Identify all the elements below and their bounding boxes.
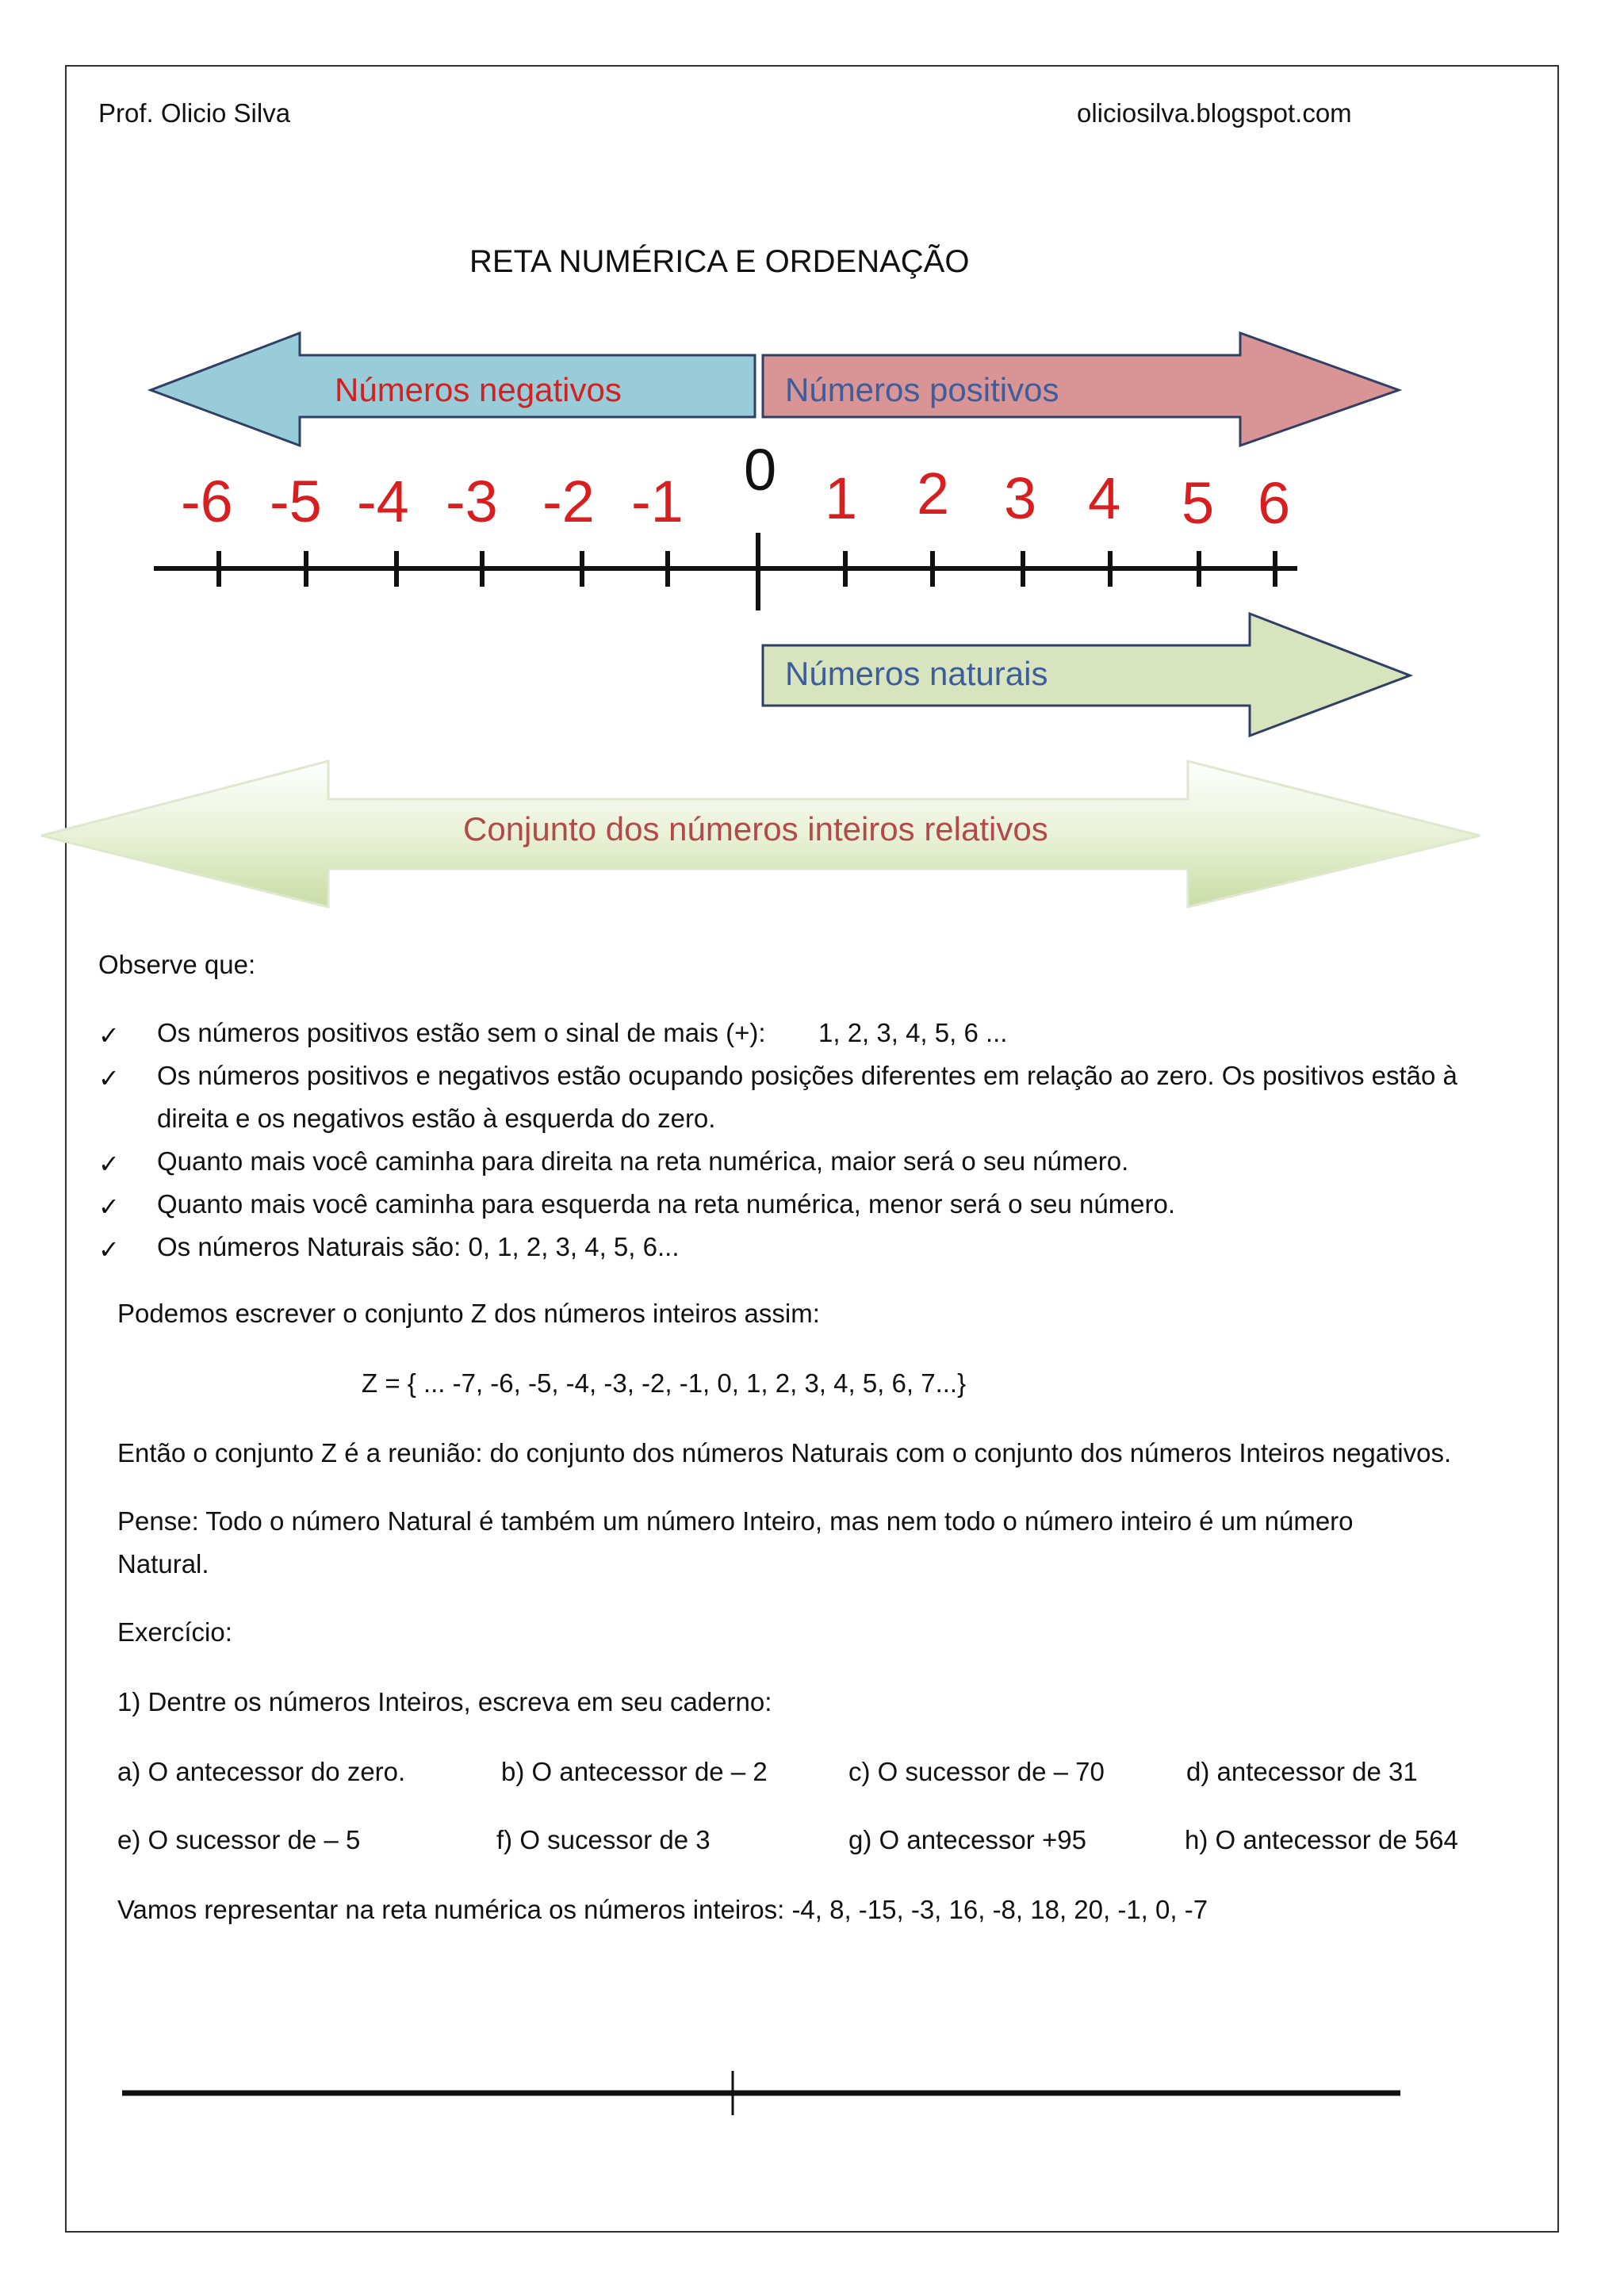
page-title: RETA NUMÉRICA E ORDENAÇÃO — [469, 244, 970, 279]
exercise-item-a: a) O antecessor do zero. — [117, 1757, 406, 1786]
number-label: -4 — [357, 469, 409, 534]
number-label: 5 — [1182, 470, 1215, 536]
exercise-question-1: 1) Dentre os números Inteiros, escreva em seu caderno: — [117, 1687, 772, 1716]
observe-item-2-continuation: direita e os negativos estão à esquerda do zero. — [157, 1104, 716, 1133]
check-icon: ✓ — [98, 1149, 120, 1179]
exercise-item-g: g) O antecessor +95 — [848, 1825, 1086, 1854]
exercise-item-h: h) O antecessor de 564 — [1185, 1825, 1458, 1854]
number-line-ticks — [219, 533, 1275, 610]
number-label-zero: 0 — [744, 437, 777, 503]
think-line-2: Natural. — [117, 1549, 209, 1578]
check-icon: ✓ — [98, 1020, 120, 1050]
check-icon: ✓ — [98, 1063, 120, 1093]
exercise-item-c: c) O sucessor de – 70 — [848, 1757, 1105, 1786]
header-site: oliciosilva.blogspot.com — [1077, 98, 1352, 128]
number-line-diagram — [0, 0, 1624, 936]
check-icon: ✓ — [98, 1192, 120, 1222]
observe-item-3: Quanto mais você caminha para direita na reta numérica, maior será o seu número. — [157, 1146, 1129, 1176]
observe-item-1: Os números positivos estão sem o sinal de mais (+): — [157, 1018, 766, 1047]
set-intro: Podemos escrever o conjunto Z dos números inteiros assim: — [117, 1299, 820, 1328]
number-label: 2 — [917, 461, 950, 526]
set-z-definition: Z = { ... -7, -6, -5, -4, -3, -2, -1, 0, 1, 2, 3, 4, 5, 6, 7...} — [362, 1368, 967, 1398]
observe-item-2: Os números positivos e negativos estão ocupando posições diferentes em relação ao zero. Os positivos estão à — [157, 1061, 1457, 1090]
number-label: 6 — [1258, 470, 1291, 536]
check-icon: ✓ — [98, 1234, 120, 1265]
integers-set-label: Conjunto dos números inteiros relativos — [463, 810, 1048, 848]
number-label: -5 — [270, 469, 322, 534]
exercise-represent: Vamos representar na reta numérica os números inteiros: -4, 8, -15, -3, 16, -8, 18, 20, -1, 0, -7 — [117, 1895, 1208, 1924]
number-label: 4 — [1088, 465, 1121, 531]
exercise-item-f: f) O sucessor de 3 — [496, 1825, 710, 1854]
exercise-item-e: e) O sucessor de – 5 — [117, 1825, 361, 1854]
think-line-1: Pense: Todo o número Natural é também um número Inteiro, mas nem todo o número inteiro é um número — [117, 1506, 1354, 1536]
exercise-item-d: d) antecessor de 31 — [1186, 1757, 1418, 1786]
number-label: -2 — [542, 469, 595, 534]
natural-numbers-label: Números naturais — [785, 655, 1048, 692]
number-label: -1 — [631, 469, 684, 534]
negative-numbers-label: Números negativos — [335, 371, 622, 408]
blank-number-line — [0, 2061, 1624, 2141]
header-author: Prof. Olicio Silva — [98, 98, 291, 128]
exercise-item-b: b) O antecessor de – 2 — [501, 1757, 768, 1786]
union-text: Então o conjunto Z é a reunião: do conjunto dos números Naturais com o conjunto dos números Inteiros negativos. — [117, 1438, 1452, 1468]
number-label: -6 — [181, 469, 233, 534]
observe-intro: Observe que: — [98, 950, 256, 979]
number-label: 3 — [1004, 465, 1037, 531]
number-label: -3 — [446, 469, 498, 534]
observe-item-5: Os números Naturais são: 0, 1, 2, 3, 4, 5, 6... — [157, 1232, 680, 1261]
observe-item-4: Quanto mais você caminha para esquerda na reta numérica, menor será o seu número. — [157, 1189, 1176, 1219]
positive-numbers-label: Números positivos — [785, 371, 1059, 408]
number-label: 1 — [825, 465, 858, 531]
observe-item-1-values: 1, 2, 3, 4, 5, 6 ... — [818, 1018, 1008, 1047]
exercise-heading: Exercício: — [117, 1617, 232, 1647]
